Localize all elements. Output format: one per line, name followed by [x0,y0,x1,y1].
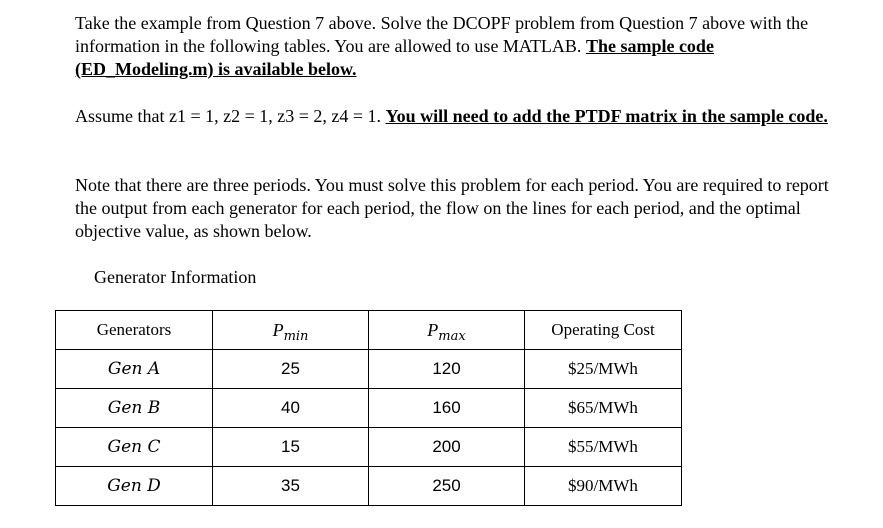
cost-value: $25/MWh [525,350,682,389]
generator-name: Gen C [56,428,213,467]
header-pmin [213,311,369,350]
assumption-text: Assume that z1 = 1, z2 = 1, z3 = 2, z4 = 1. [75,106,386,126]
cost-value: $65/MWh [525,389,682,428]
question-paragraph [75,12,850,81]
generator-table [55,310,682,506]
sample-code-note: The sample code (ED_Modeling.m) is available below. [75,36,714,79]
pmax-subscript: max [438,328,466,344]
table-row [56,350,682,389]
pmax-value: 160 [369,389,525,428]
pmax-value: 250 [369,467,525,506]
generator-name: Gen D [56,467,213,506]
pmin-symbol: P [272,319,284,340]
pmin-value: 40 [213,389,369,428]
pmax-value: 200 [369,428,525,467]
header-operating-cost: Operating Cost [525,311,682,350]
cost-value: $90/MWh [525,467,682,506]
ptdf-note: You will need to add the PTDF matrix in the sample code. [385,106,828,126]
instructions-paragraph [75,174,850,243]
table-header-row [56,311,682,350]
table-row [56,389,682,428]
generator-name: Gen B [56,389,213,428]
cost-value: $55/MWh [525,428,682,467]
pmin-value: 35 [213,467,369,506]
header-pmax [369,311,525,350]
generator-name: Gen A [56,350,213,389]
pmax-value: 120 [369,350,525,389]
pmin-value: 25 [213,350,369,389]
pmax-symbol: P [427,319,439,340]
question-text: Take the example from Question 7 above. Solve the DCOPF problem from Question 7 above with the information in the following tables. You are allowed to use MATLAB. [75,13,809,56]
instructions-text: Note that there are three periods. You must solve this problem for each period. You are required to report the output from each generator for each period, the flow on the lines for each period, and the optimal objective value, as shown below. [75,175,829,241]
header-generators: Generators [56,311,213,350]
table-row [56,428,682,467]
assumption-paragraph [75,105,850,128]
pmin-value: 15 [213,428,369,467]
table-caption: Generator Information [94,267,257,287]
table-row [56,467,682,506]
pmin-subscript: min [283,328,309,344]
